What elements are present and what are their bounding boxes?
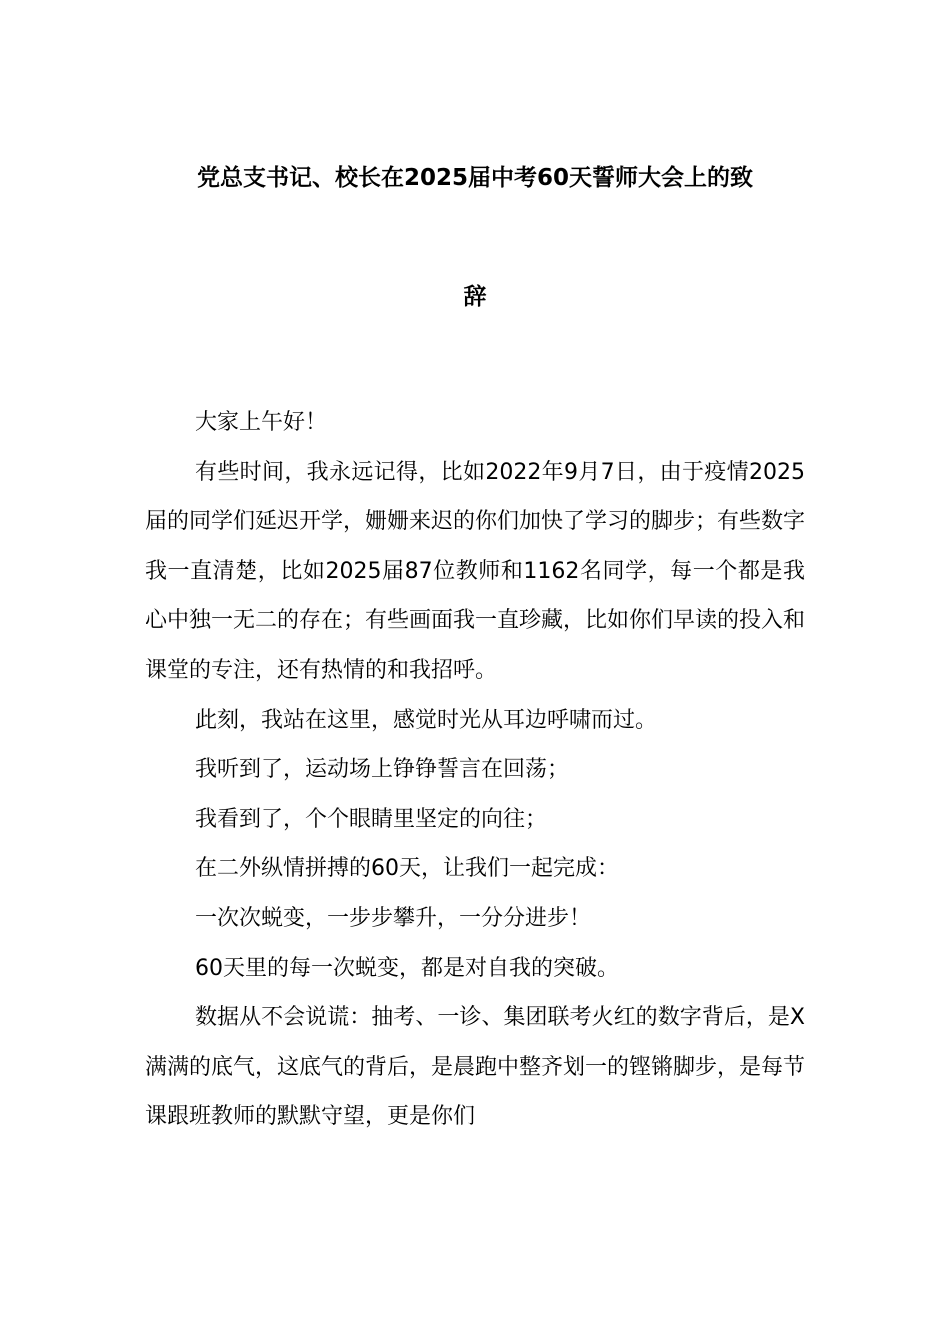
paragraph: 有些时间，我永远记得，比如2022年9月7日，由于疫情2025届的同学们延迟开学，姗姗来迟的你们加快了学习的脚步；有些数字我一直清楚，比如2025届87位教师和1162名同学，每一个都是我心中独一无二的存在；有些画面我一直珍藏，比如你们早读的投入和课堂的专注，还有热情的和我招呼。	[145, 459, 806, 683]
paragraph: 60天里的每一次蜕变，都是对自我的突破。	[195, 955, 619, 981]
paragraph: 我看到了，个个眼睛里坚定的向往；	[195, 806, 548, 832]
paragraph: 我听到了，运动场上铮铮誓言在回荡；	[195, 757, 570, 783]
paragraph: 此刻，我站在这里，感觉时光从耳边呼啸而过。	[195, 707, 658, 733]
paragraph: 一次次蜕变，一步步攀升，一分分进步！	[195, 905, 592, 931]
paragraph: 在二外纵情拼搏的60天，让我们一起完成：	[195, 856, 619, 882]
document-title-line-1: 党总支书记、校长在2025届中考60天誓师大会上的致	[196, 165, 754, 191]
paragraph-greeting: 大家上午好！	[195, 410, 328, 435]
paragraph: 数据从不会说谎：抽考、一诊、集团联考火红的数字背后，是X满满的底气，这底气的背后，是晨跑中整齐划一的铿锵脚步，是每节课跟班教师的默默守望，更是你们	[145, 1005, 806, 1130]
document-title-line-2: 辞	[463, 284, 487, 310]
document-body	[145, 398, 805, 1142]
